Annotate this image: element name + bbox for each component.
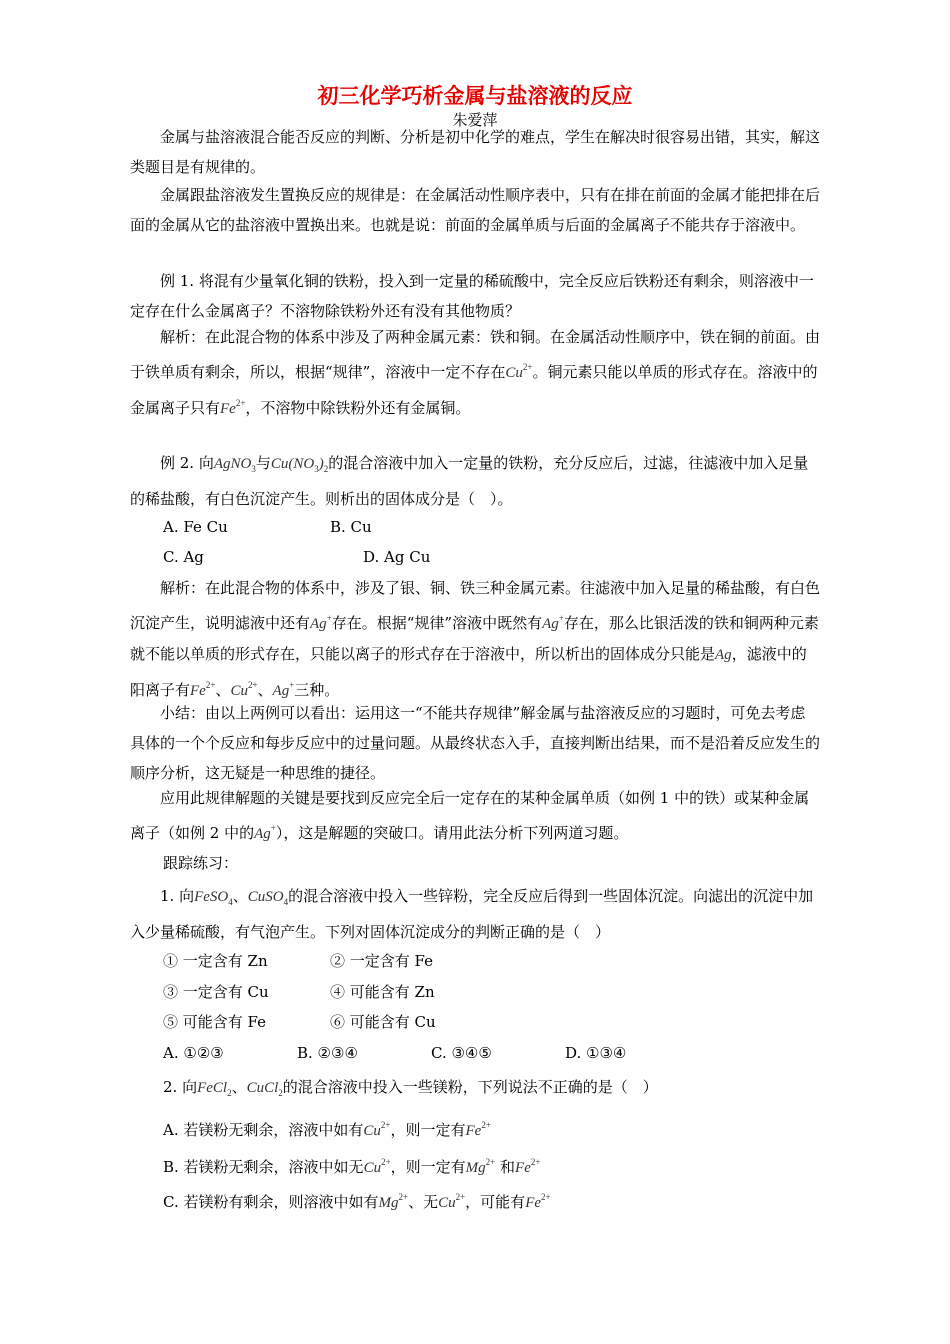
q2-option-c: C. 若镁粉有剩余，则溶液中如有$Mg^{2+}$、无$Cu^{2+}$，可能有$Fe^{2+}$ [163, 1192, 551, 1211]
question-1: 1. 向FeSO$_4$、CuSO$_4$的混合溶液中投入一些锌粉，完全反应后得到一些固体沉淀。向滤出的沉淀中加入少量稀硫酸，有气泡产生。下列对固体沉淀成分的判断正确的是（ ） [130, 887, 814, 941]
mg2-ion: $Mg^{2+}$ [465, 1157, 496, 1176]
fe2-ion: $Fe^{2+}$ [465, 1120, 491, 1139]
q1-choice-b: B. ②③④ [297, 1044, 358, 1062]
cuno32-formula: $Cu(NO_3)_2$ [270, 456, 329, 474]
key-paragraph: 应用此规律解题的关键是要找到反应完全后一定存在的某种金属单质（如例 1 中的铁）或某种金属离子（如例 2 中的Ag+），这是解题的突破口。请用此法分析下列两道习题。 [130, 789, 810, 842]
q1-choice-c: C. ③④⑤ [431, 1044, 492, 1062]
example2-option-d: D. Ag Cu [363, 548, 431, 566]
fecl2-formula: FeCl$_2$ [197, 1080, 232, 1098]
q1-choice-a: A. ①②③ [163, 1044, 224, 1062]
ag-ion: Ag+ [310, 613, 332, 632]
feso4-formula: FeSO$_4$ [194, 889, 233, 907]
ag-ion: Ag+ [542, 613, 564, 632]
q1-item-4: ④ 可能含有 Zn [330, 983, 435, 1001]
example2-option-c: C. Ag [163, 548, 204, 566]
fe2-ion: $Fe^{2+}$ [190, 680, 216, 699]
q1-item-3: ③ 一定含有 Cu [163, 983, 269, 1001]
cu2-ion: $Cu^{2+}$ [505, 362, 533, 381]
q1-item-6: ⑥ 可能含有 Cu [330, 1013, 436, 1031]
fe2-ion: $Fe^{2+}$ [515, 1157, 541, 1176]
q1-item-1: ① 一定含有 Zn [163, 952, 268, 970]
q2-option-b: B. 若镁粉无剩余，溶液中如无$Cu^{2+}$，则一定有$Mg^{2+}$ 和$Fe^{2+}$ [163, 1157, 541, 1176]
ag-ion: Ag+ [254, 823, 276, 842]
q1-item-5: ⑤ 可能含有 Fe [163, 1013, 267, 1031]
cu2-ion: $Cu^{2+}$ [363, 1120, 391, 1139]
mg2-ion: $Mg^{2+}$ [378, 1192, 409, 1211]
cu2-ion: $Cu^{2+}$ [363, 1157, 391, 1176]
intro-paragraph-1: 金属与盐溶液混合能否反应的判断、分析是初中化学的难点，学生在解决时很容易出错，其实，解这类题目是有规律的。 [130, 128, 821, 176]
question-2: 2. 向FeCl$_2$、CuCl$_2$的混合溶液中投入一些镁粉，下列说法不正确的是（ ） [163, 1078, 658, 1098]
fe2-ion: $Fe^{2+}$ [220, 398, 246, 417]
ag-ion: Ag+ [272, 680, 295, 699]
ag-element: Ag [715, 647, 732, 663]
cucl2-formula: CuCl$_2$ [246, 1080, 283, 1098]
cu2-ion: $Cu^{2+}$ [230, 680, 258, 699]
example2-option-b: B. Cu [330, 518, 372, 536]
example2-question: 例 2. 向AgNO$_3$与$Cu(NO_3)_2$的混合溶液中加入一定量的铁粉，充分反应后，过滤，往滤液中加入足量的稀盐酸，有白色沉淀产生。则析出的固体成分是（ ）。 [130, 454, 809, 508]
q2-option-a: A. 若镁粉无剩余，溶液中如有$Cu^{2+}$，则一定有$Fe^{2+}$ [163, 1120, 491, 1139]
q1-item-2: ② 一定含有 Fe [330, 952, 434, 970]
page-title: 初三化学巧析金属与盐溶液的反应 [317, 84, 633, 108]
author-name: 朱爱萍 [452, 111, 498, 129]
q1-choice-d: D. ①③④ [565, 1044, 627, 1062]
cu2-ion: $Cu^{2+}$ [438, 1192, 466, 1211]
agno3-formula: AgNO$_3$ [213, 456, 256, 474]
example2-option-a: A. Fe Cu [163, 518, 228, 536]
example1-question: 例 1. 将混有少量氧化铜的铁粉，投入到一定量的稀硫酸中，完全反应后铁粉还有剩余，则溶液中一定存在什么金属离子？不溶物除铁粉外还有没有其他物质？ [130, 272, 814, 320]
fe2-ion: $Fe^{2+}$ [525, 1192, 551, 1211]
summary-paragraph: 小结：由以上两例可以看出：运用这一“不能共存规律”解金属与盐溶液反应的习题时，可免去考虑具体的一个个反应和每步反应中的过量问题。从最终状态入手，直接判断出结果，而不是沿着反应发生的顺序分析，这无疑是一种思维的捷径。 [130, 704, 821, 782]
intro-paragraph-2: 金属跟盐溶液发生置换反应的规律是：在金属活动性顺序表中，只有在排在前面的金属才能把排在后面的金属从它的盐溶液中置换出来。也就是说：前面的金属单质与后面的金属离子不能共存于溶液中。 [130, 186, 821, 234]
example2-analysis: 解析：在此混合物的体系中，涉及了银、铜、铁三种金属元素。往滤液中加入足量的稀盐酸，有白色沉淀产生，说明滤液中还有Ag+存在。根据“规律”溶液中既然有Ag+存在，那么比银活泼的铁和铜两种元素就不能以单质的形式存在，只能以离子的形式存在于溶液中，所以析出的固体成分只能是Ag，滤液中的阳离子有$Fe^{2+}$、$Cu^{2+}$、Ag+三种。 [130, 579, 821, 699]
cuso4-formula: CuSO$_4$ [247, 889, 289, 907]
practice-heading: 跟踪练习： [163, 854, 239, 872]
example1-analysis: 解析：在此混合物的体系中涉及了两种金属元素：铁和铜。在金属活动性顺序中，铁在铜的前面。由于铁单质有剩余，所以，根据“规律”，溶液中一定不存在$Cu^{2+}$。铜元素只能以单质的形式存在。溶液中的金属离子只有$Fe^{2+}$，不溶物中除铁粉外还有金属铜。 [130, 328, 821, 417]
